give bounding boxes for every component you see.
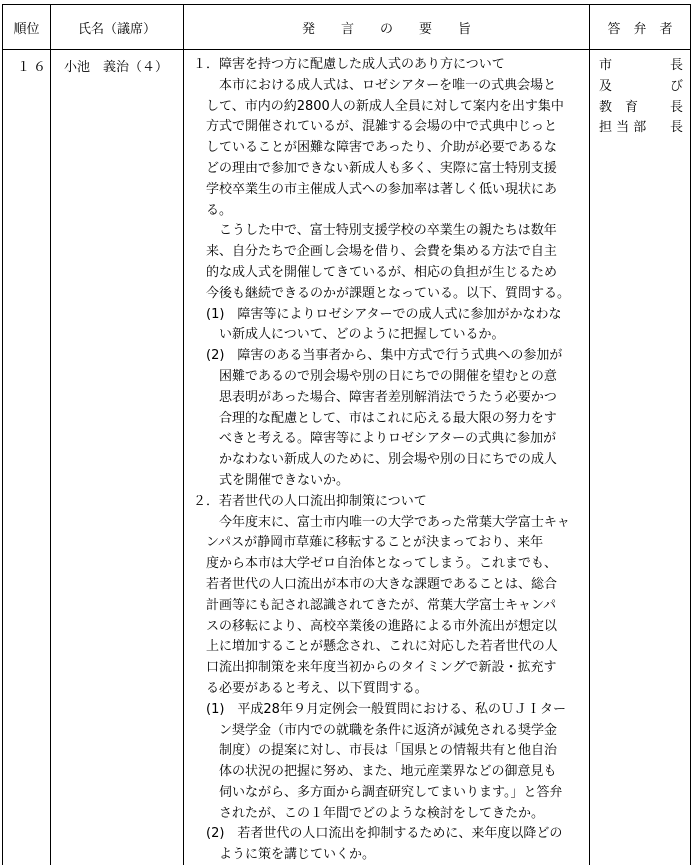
column-divider: [50, 5, 51, 865]
answerer-text: 及: [599, 78, 613, 94]
statement-line: 学校卒業生の市主催成人式への参加率は著しく低い現状にあ: [193, 181, 558, 197]
answerer-list: [599, 56, 683, 139]
statement-line: (2) 若者世代の人口流出を抑制するために、来年度以降どの: [193, 826, 563, 842]
answerer-text: 市: [599, 58, 613, 73]
statement-line: 式を開催できないか。: [193, 472, 350, 488]
statement-line: １．障害を持つ方に配慮した成人式のあり方について: [193, 57, 505, 72]
answerer-text: 長: [669, 120, 683, 136]
statement-line: 方式で開催されているが、混雑する会場の中で式典中じっと: [193, 119, 558, 135]
statement-line: して、市内の約2800人の新成人全員に対して案内を出す集中: [193, 98, 564, 114]
entry-name: 小池 義治（４）: [64, 60, 169, 75]
statement-line: (2) 障害のある当事者から、集中方式で行う式典への参加が: [193, 348, 563, 364]
statement-line: していることが困難な障害であったり、介助が必要であるな: [193, 140, 557, 156]
statement-line: 本市における成人式は、ロゼシアターを唯一の式典会場と: [193, 77, 557, 93]
statement-line: ンパスが静岡市草薙に移転することが決まっており、来年: [193, 535, 544, 551]
statement-line: こうした中で、富士特別支援学校の卒業生の親たちは数年: [193, 223, 557, 239]
statement-line: どの理由で参加できない新成人も多く、実際に富士特別支援: [193, 160, 557, 176]
answerer-text: 担 当 部: [599, 120, 647, 136]
statement-summary: [193, 55, 587, 866]
statement-line: ように策を講じていくか。: [193, 847, 376, 863]
statement-line: 制度）の提案に対し、市長は「国県との情報共有と他自治: [193, 743, 558, 759]
statement-line: る必要があると考え、以下質問する。: [193, 680, 428, 696]
answerer-text: 長: [669, 58, 683, 73]
statement-line: る。: [193, 202, 233, 218]
statement-line: い新成人について、どのように把握しているか。: [193, 327, 505, 343]
statement-line: されたが、この１年間でどのような検討をしてきたか。: [193, 805, 545, 821]
statement-line: べきと考える。障害等によりロゼシアターの式典に参加が: [193, 431, 557, 447]
answerer-row: [599, 98, 683, 119]
statement-line: (1) 平成28年９月定例会一般質問における、私のＵＪＩター: [193, 701, 566, 717]
statement-line: 上に増加することが懸念され、これに対応した若者世代の人: [193, 639, 558, 655]
header-divider: [3, 49, 690, 50]
statement-line: 度から本市は大学ゼロ自治体となってしまう。これまでも、: [193, 556, 558, 572]
entry-rank: １６: [17, 60, 50, 75]
statement-table: [2, 4, 691, 865]
statement-line: 伺いながら、多方面から調査研究してまいります。」と答弁: [193, 784, 563, 800]
statement-line: 来、自分たちで企画し会場を借り、会費を集める方法で自主: [193, 244, 557, 260]
statement-line: 思表明があった場合、障害者差別解消法でうたう必要かつ: [193, 389, 557, 405]
statement-line: 今年度末に、富士市内唯一の大学であった常葉大学富士キャ: [193, 514, 570, 530]
answerer-text: 教 育: [599, 99, 639, 115]
statement-line: ン奨学金（市内での就職を条件に返済が減免される奨学金: [193, 722, 558, 738]
statement-line: 計画等にも記され認識されてきたが、常葉大学富士キャンパ: [193, 597, 557, 613]
answerer-text: び: [669, 78, 683, 94]
column-divider: [589, 5, 590, 865]
header-rank: 順位: [13, 21, 40, 37]
column-divider: [183, 5, 184, 865]
answerer-row: [599, 77, 683, 98]
statement-line: 体の状況の把握に努め、また、地元産業界などの御意見も: [193, 764, 557, 780]
statement-line: 合理的な配慮として、市はこれに応える最大限の努力をす: [193, 410, 557, 426]
statement-line: 口流出抑制策を来年度当初からのタイミングで新設・拡充す: [193, 660, 557, 676]
statement-line: 困難であるので別会場や別の日にちでの開催を望むとの意: [193, 368, 557, 384]
statement-line: かなわない新成人のために、別会場や別の日にちでの成人: [193, 452, 557, 468]
header-name: 氏名（議席）: [77, 21, 156, 37]
statement-line: (1) 障害等によりロゼシアターでの成人式に参加がかなわな: [193, 306, 562, 322]
statement-line: スの移転により、高校卒業後の進路による市外流出が想定以: [193, 618, 558, 634]
statement-line: ２．若者世代の人口流出抑制策について: [193, 493, 427, 509]
header-content: 発 言 の 要 旨: [301, 21, 471, 37]
statement-line: 今後も継続できるのかが課題となっている。以下、質問する。: [193, 285, 571, 301]
statement-line: 若者世代の人口流出が本市の大きな課題であることは、総合: [193, 576, 558, 592]
answerer-row: [599, 118, 683, 139]
header-answerer: 答 弁 者: [607, 21, 673, 37]
answerer-row: [599, 56, 683, 77]
answerer-text: 長: [669, 99, 683, 115]
statement-line: 的な成人式を開催してきているが、相応の負担が生じるため: [193, 264, 558, 280]
